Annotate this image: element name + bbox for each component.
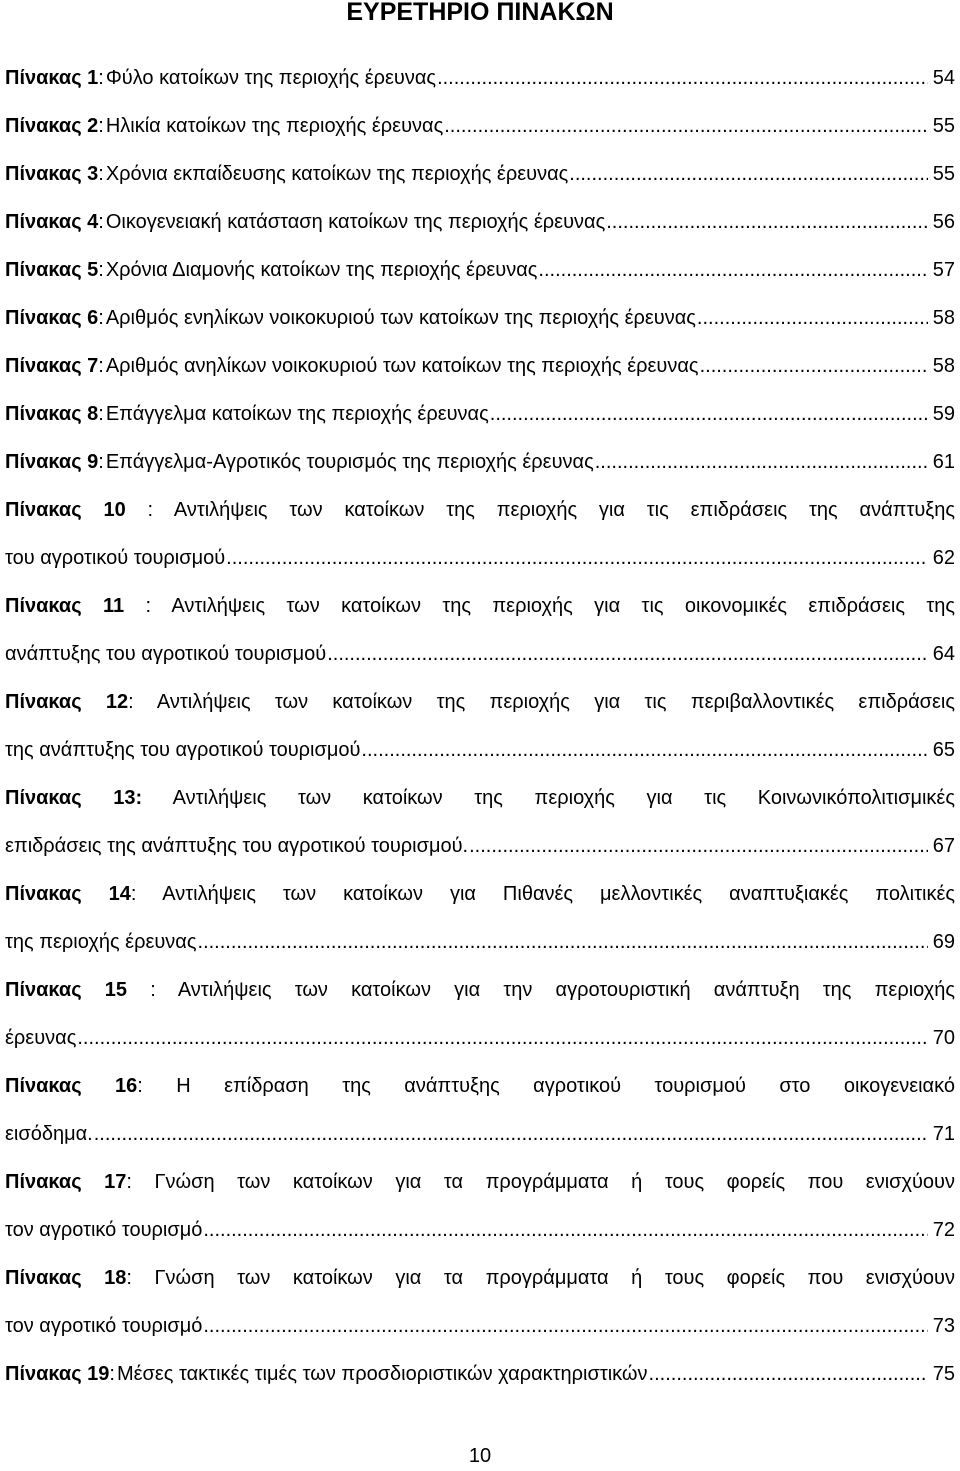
entry-title: Γνώση των κατοίκων για τα προγράμματα ή τους φορείς που ενισχύουν (154, 1171, 955, 1193)
entry-title: Η επίδραση της ανάπτυξης αγροτικού τουρισμού στο οικογενειακό (176, 1075, 955, 1097)
entry-page: 69 (932, 931, 955, 953)
dot-leader (444, 108, 928, 144)
toc-entry[interactable] (5, 1260, 955, 1356)
dot-leader (697, 300, 928, 336)
entry-label: Πίνακας 7 (5, 355, 99, 377)
toc-entry[interactable] (5, 1356, 955, 1404)
entry-label: Πίνακας 18 (5, 1267, 127, 1289)
dot-leader (203, 1308, 927, 1344)
entry-title: Αντιλήψεις των κατοίκων της περιοχής για τις οικονομικές επιδράσεις της (171, 595, 955, 617)
entry-label: Πίνακας 17 (5, 1171, 127, 1193)
entry-page: 75 (932, 1363, 955, 1385)
entry-label: Πίνακας 2 (5, 115, 99, 137)
entry-label: Πίνακας 6 (5, 307, 99, 329)
entry-page: 70 (932, 1027, 955, 1049)
entry-label: Πίνακας 15 (5, 979, 128, 1001)
entry-page: 59 (932, 403, 955, 425)
dot-leader (606, 204, 928, 240)
toc-entry[interactable] (5, 156, 955, 204)
entry-separator: : (130, 883, 163, 905)
entry-page: 64 (932, 643, 955, 665)
dot-leader (203, 1212, 927, 1248)
entry-page: 58 (932, 355, 955, 377)
table-index-list (5, 60, 955, 1404)
entry-title-continued: ανάπτυξης του αγροτικού τουρισμού (5, 643, 327, 665)
entry-title: Αντιλήψεις των κατοίκων της περιοχής για τις επιδράσεις της ανάπτυξης (173, 499, 955, 521)
dot-leader (198, 924, 928, 960)
entry-label: Πίνακας 10 (5, 499, 126, 521)
dot-leader (226, 540, 928, 576)
toc-entry[interactable] (5, 396, 955, 444)
toc-entry[interactable] (5, 972, 955, 1068)
dot-leader (77, 1020, 927, 1056)
toc-entry[interactable] (5, 780, 955, 876)
toc-entry[interactable] (5, 108, 955, 156)
entry-page: 71 (932, 1123, 955, 1145)
entry-page: 67 (932, 835, 955, 857)
entry-title: Αντιλήψεις των κατοίκων της περιοχής για τις Κοινωνικόπολιτισμικές (172, 787, 955, 809)
dot-leader (94, 1116, 928, 1152)
entry-separator: : (125, 499, 174, 521)
entry-page: 65 (932, 739, 955, 761)
entry-separator: : (98, 259, 104, 281)
entry-label: Πίνακας 14 (5, 883, 131, 905)
entry-title: Αντιλήψεις των κατοίκων της περιοχής για τις περιβαλλοντικές επιδράσεις (156, 691, 955, 713)
entry-separator: : (126, 1267, 155, 1289)
entry-title-continued: της ανάπτυξης του αγροτικού τουρισμού (5, 739, 361, 761)
entry-page: 56 (932, 211, 955, 233)
toc-entry[interactable] (5, 876, 955, 972)
dot-leader (469, 828, 928, 864)
entry-label: Πίνακας 8 (5, 403, 99, 425)
toc-entry[interactable] (5, 444, 955, 492)
entry-separator: : (128, 691, 157, 713)
entry-page: 58 (932, 307, 955, 329)
entry-separator: : (98, 307, 104, 329)
entry-title: Χρόνια εκπαίδευσης κατοίκων της περιοχής έρευνας (105, 163, 569, 185)
toc-entry[interactable] (5, 300, 955, 348)
toc-entry[interactable] (5, 492, 955, 588)
dot-leader (327, 636, 928, 672)
entry-title: Αντιλήψεις των κατοίκων για την αγροτουριστική ανάπτυξη της περιοχής (177, 979, 955, 1001)
entry-label: Πίνακας 19 (5, 1363, 110, 1385)
toc-entry[interactable] (5, 684, 955, 780)
entry-title: Ηλικία κατοίκων της περιοχής έρευνας (105, 115, 444, 137)
dot-leader (569, 156, 927, 192)
toc-entry[interactable] (5, 60, 955, 108)
toc-entry[interactable] (5, 252, 955, 300)
entry-title-continued: τον αγροτικό τουρισμό (5, 1219, 203, 1241)
entry-title: Γνώση των κατοίκων για τα προγράμματα ή τους φορείς που ενισχύουν (154, 1267, 955, 1289)
dot-leader (595, 444, 928, 480)
entry-title: Επάγγελμα κατοίκων της περιοχής έρευνας (105, 403, 489, 425)
entry-separator: : (109, 1363, 115, 1385)
entry-page: 54 (932, 67, 955, 89)
entry-title-continued: επιδράσεις της ανάπτυξης του αγροτικού τουρισμού. (5, 835, 469, 857)
entry-page: 61 (932, 451, 955, 473)
entry-title-continued: τον αγροτικό τουρισμό (5, 1315, 203, 1337)
entry-page: 55 (932, 163, 955, 185)
entry-title-continued: έρευνας (5, 1027, 77, 1049)
entry-page: 62 (932, 547, 955, 569)
dot-leader (437, 60, 928, 96)
entry-label: Πίνακας 13: (5, 787, 143, 809)
entry-separator: : (98, 355, 104, 377)
entry-title-continued: της περιοχής έρευνας (5, 931, 197, 953)
dot-leader (538, 252, 927, 288)
page-title: ΕΥΡΕΤΗΡΙΟ ΠΙΝΑΚΩΝ (346, 0, 614, 26)
entry-title: Αριθμός ενηλίκων νοικοκυριού των κατοίκων της περιοχής έρευνας (105, 307, 696, 329)
entry-title: Χρόνια Διαμονής κατοίκων της περιοχής έρευνας (105, 259, 538, 281)
entry-separator: : (98, 163, 104, 185)
page-number: 10 (468, 1445, 492, 1467)
dot-leader (361, 732, 927, 768)
entry-title: Φύλο κατοίκων της περιοχής έρευνας (105, 67, 437, 89)
dot-leader (700, 348, 928, 384)
entry-title: Μέσες τακτικές τιμές των προσδιοριστικών χαρακτηριστικών (116, 1363, 648, 1385)
dot-leader (649, 1356, 928, 1392)
entry-page: 55 (932, 115, 955, 137)
entry-separator (142, 787, 173, 809)
toc-entry[interactable] (5, 348, 955, 396)
entry-label: Πίνακας 5 (5, 259, 99, 281)
entry-separator: : (126, 1171, 155, 1193)
toc-entry[interactable] (5, 1068, 955, 1164)
entry-label: Πίνακας 4 (5, 211, 99, 233)
entry-label: Πίνακας 12 (5, 691, 129, 713)
entry-title-continued: εισόδημα. (5, 1123, 93, 1145)
entry-label: Πίνακας 16 (5, 1075, 138, 1097)
entry-label: Πίνακας 11 (5, 595, 125, 617)
entry-separator: : (98, 451, 104, 473)
toc-entry[interactable] (5, 204, 955, 252)
entry-title: Αντιλήψεις των κατοίκων για Πιθανές μελλοντικές αναπτυξιακές πολιτικές (162, 883, 955, 905)
entry-title: Οικογενειακή κατάσταση κατοίκων της περιοχής έρευνας (105, 211, 606, 233)
entry-title: Επάγγελμα-Αγροτικός τουρισμός της περιοχής έρευνας (105, 451, 594, 473)
entry-separator: : (98, 211, 104, 233)
toc-entry[interactable] (5, 1164, 955, 1260)
entry-label: Πίνακας 1 (5, 67, 99, 89)
entry-separator: : (124, 595, 172, 617)
entry-label: Πίνακας 9 (5, 451, 99, 473)
entry-separator: : (98, 115, 104, 137)
dot-leader (490, 396, 928, 432)
entry-separator: : (98, 67, 104, 89)
entry-title-continued: του αγροτικού τουρισμού (5, 547, 226, 569)
entry-separator: : (137, 1075, 177, 1097)
entry-title: Αριθμός ανηλίκων νοικοκυριού των κατοίκων της περιοχής έρευνας (105, 355, 699, 377)
entry-page: 73 (932, 1315, 955, 1337)
entry-page: 72 (932, 1219, 955, 1241)
entry-label: Πίνακας 3 (5, 163, 99, 185)
entry-separator: : (98, 403, 104, 425)
entry-page: 57 (932, 259, 955, 281)
entry-separator: : (127, 979, 178, 1001)
toc-entry[interactable] (5, 588, 955, 684)
